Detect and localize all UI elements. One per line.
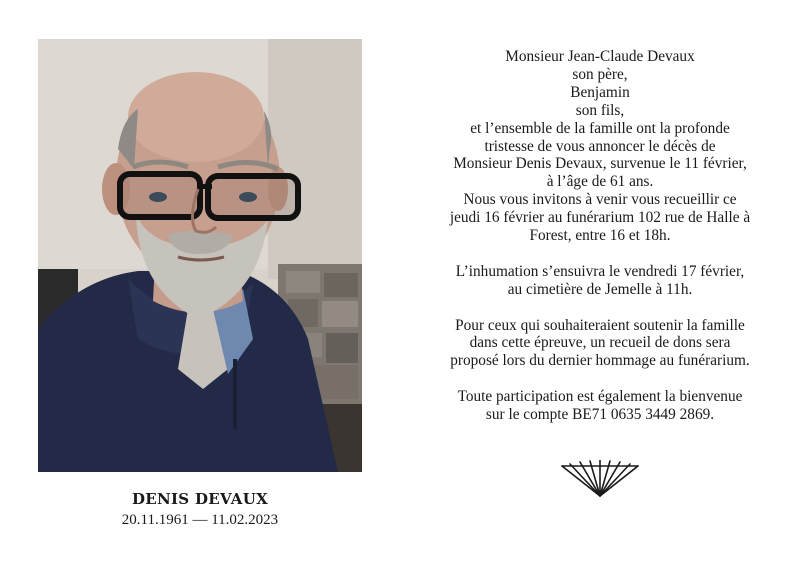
deceased-dates: 20.11.1961 — 11.02.2023	[121, 512, 279, 528]
text-line: Toute participation est également la bienvenue	[457, 388, 743, 406]
deceased-name: DENIS DEVAUX	[131, 490, 269, 508]
text-line: Monsieur Denis Devaux, survenue le 11 février,	[453, 155, 747, 173]
announcement-paragraph	[400, 263, 800, 299]
portrait-photo	[38, 39, 362, 472]
text-line: à l’âge de 61 ans.	[546, 173, 654, 191]
text-line: Monsieur Jean-Claude Devaux	[505, 48, 695, 65]
announcement-paragraph	[400, 48, 800, 245]
sunburst-ornament-icon	[558, 460, 642, 500]
text-line: sur le compte BE71 0635 3449 2869.	[485, 406, 715, 424]
text-line: jeudi 16 février au funérarium 102 rue de Halle à	[449, 209, 751, 227]
text-line: L’inhumation s’ensuivra le vendredi 17 février,	[455, 262, 745, 280]
text-line: proposé lors du dernier hommage au funérarium.	[450, 352, 750, 370]
announcement-paragraph	[400, 317, 800, 371]
portrait-image	[38, 39, 362, 472]
announcement-paragraph	[400, 388, 800, 424]
text-line: au cimetière de Jemelle à 11h.	[507, 280, 693, 298]
announcement-text	[400, 48, 800, 424]
text-line: son fils,	[575, 101, 625, 119]
text-line: son père,	[572, 65, 628, 83]
text-line: Nous vous invitons à venir vous recueillir ce	[463, 191, 737, 209]
text-line: Forest, entre 16 et 18h.	[529, 227, 671, 245]
text-line: et l’ensemble de la famille ont la profonde	[470, 119, 730, 137]
text-line: tristesse de vous annoncer le décès de	[484, 137, 716, 155]
text-line: Benjamin	[570, 83, 630, 101]
text-line: Pour ceux qui souhaiteraient soutenir la famille	[455, 316, 745, 334]
text-line: dans cette épreuve, un recueil de dons sera	[469, 334, 731, 352]
